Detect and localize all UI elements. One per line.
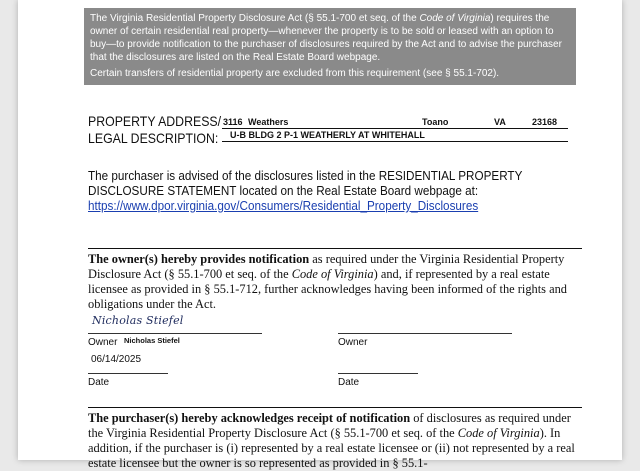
address-underline <box>222 128 568 129</box>
address-label: PROPERTY ADDRESS/ LEGAL DESCRIPTION: <box>88 113 222 146</box>
section-divider-owner <box>88 248 582 249</box>
owner2-date-line <box>338 373 418 374</box>
owner1-date-line <box>88 373 168 374</box>
owner1-date-label: Date <box>88 377 110 388</box>
owner-signature: Nicholas Stiefel <box>92 314 184 327</box>
address-zip: 23168 <box>532 117 558 127</box>
purchaser-notification-paragraph: The purchaser(s) hereby acknowledges receipt of notification of disclosures as required under the Virginia Residential Property Disclosure Act (§ 55.1-700 et seq. of the Code of Virginia). In addition, if the purchaser is (i) represented by a real estate licensee or (ii) not represented by a real estate licensee but the owner is so represented as provided in § 55.1- <box>88 411 575 470</box>
disclosures-link[interactable]: https://www.dpor.virginia.gov/Consumers/Residential_Property_Disclosures <box>88 198 479 213</box>
document-page <box>18 0 622 470</box>
owner2-signature-line <box>338 333 512 334</box>
owner2-label: Owner <box>338 337 368 348</box>
address-number: 3116 <box>223 117 243 127</box>
owner1-date-value: 06/14/2025 <box>91 354 142 365</box>
legal-description: U-B BLDG 2 P-1 WEATHERLY AT WHITEHALL <box>230 130 425 140</box>
legal-underline <box>222 141 568 142</box>
banner-paragraph-1: The Virginia Residential Property Disclosure Act (§ 55.1-700 et seq. of the Code of Virginia) requires the owner of certain residential real property—whenever the property is to be sold or leased with an option to buy—to provide notification to the purchaser of disclosures required by the Act and to advise the purchaser that the disclosures are listed on the Real Estate Board webpage. <box>90 13 562 63</box>
owner1-printed-name: Nicholas Stiefel <box>124 336 180 345</box>
owner1-signature-line <box>88 333 262 334</box>
owner-notification-paragraph: The owner(s) hereby provides notification as required under the Virginia Residential Property Disclosure Act (§ 55.1-700 et seq. of the Code of Virginia) and, if represented by a real estate licensee as provided in § 55.1-712, further acknowledges having been informed of the rights and obligations under the Act. <box>88 252 567 311</box>
owner1-label: Owner <box>88 337 118 348</box>
address-state: VA <box>494 117 506 127</box>
act-summary-banner <box>84 8 576 85</box>
address-street: Weathers <box>248 117 289 127</box>
section-divider-purchaser <box>88 407 582 408</box>
address-city: Toano <box>422 117 449 127</box>
banner-paragraph-2: Certain transfers of residential property are excluded from this requirement (see § 55.1-702). <box>90 68 500 79</box>
owner2-date-label: Date <box>338 377 360 388</box>
advised-paragraph: The purchaser is advised of the disclosures listed in the RESIDENTIAL PROPERTY DISCLOSURE STATEMENT located on the Real Estate Board webpage at: https://www.dpor.virginia.gov/Consumers/Residential_Property_Disclosures <box>88 168 523 213</box>
